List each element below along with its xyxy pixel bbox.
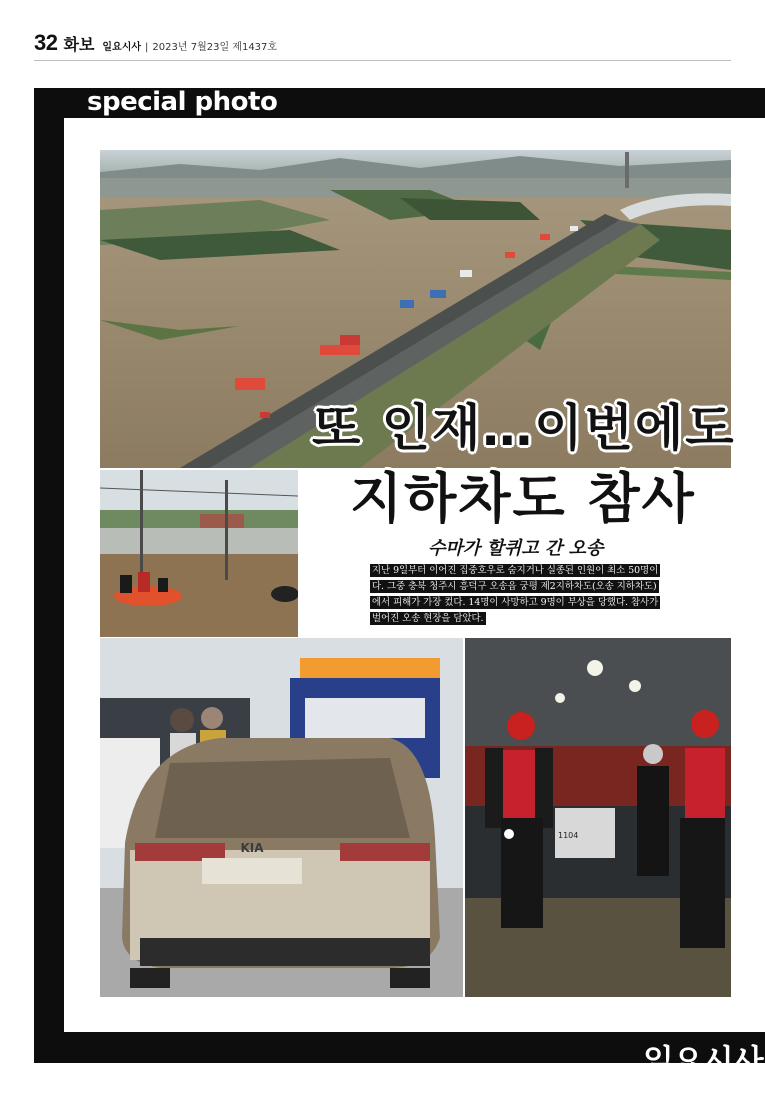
tunnel-rescuers-photo xyxy=(465,638,731,997)
muddy-car-photo xyxy=(100,638,463,997)
header-separator: | xyxy=(145,42,149,53)
headline-line-2: 지하차도 참사 xyxy=(350,467,696,530)
subheadline: 수마가 할퀴고 간 오송 xyxy=(428,538,604,559)
headline-line-1: 또 인재…이번에도 xyxy=(312,399,736,457)
vehicle-plate-text: 1104 xyxy=(558,831,579,840)
lead-paragraph xyxy=(370,563,664,627)
section-name: 화보 xyxy=(63,35,95,54)
lead-text: 지난 9일부터 이어진 집중호우로 숨지거나 실종된 인원이 최소 50명이다. 그중 충북 청주시 흥덕구 오송읍 궁평 제2지하차도(오송 지하차도)에서 피해가 가장 컸다. 14명이 사망하고 9명이 부상을 당했다. 참사가 벌어진 오송 현장을 담았다. xyxy=(372,565,659,624)
license-plate xyxy=(202,858,302,884)
header-rule xyxy=(34,60,731,61)
page-number: 32 xyxy=(34,30,58,55)
issue-date: 2023년 7월23일 제1437호 xyxy=(152,42,278,53)
page-header xyxy=(34,30,277,60)
footer-logo: 일요시사 xyxy=(643,1042,763,1080)
publication-name: 일요시사 xyxy=(102,42,142,53)
special-photo-banner: special photo xyxy=(87,87,278,117)
kia-logo: KIA xyxy=(240,841,264,855)
rescue-boat-photo xyxy=(100,470,298,637)
